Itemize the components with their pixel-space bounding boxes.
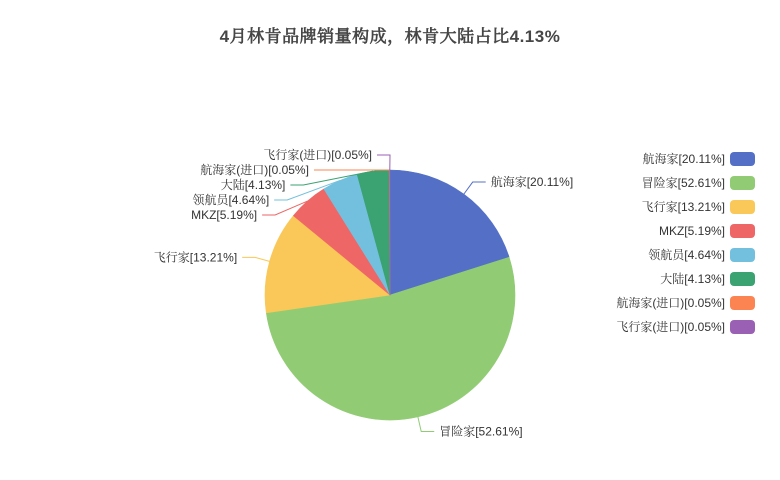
legend-color-marker [730, 224, 755, 238]
pie-label-2: 飞行家[13.21%] [153, 250, 238, 265]
pie-label-line-1 [418, 417, 434, 432]
pie-label-line-2 [242, 257, 269, 261]
legend-item-label: MKZ[5.19%] [658, 224, 725, 238]
legend-item-label: 航海家(进口)[0.05%] [616, 296, 725, 310]
legend [616, 152, 755, 334]
legend-color-marker [730, 320, 755, 334]
pie-label-1: 冒险家[52.61%] [439, 424, 523, 439]
legend-color-marker [730, 152, 755, 166]
legend-item-label: 领航员[4.64%] [648, 248, 725, 262]
pie-label-7: 飞行家(进口)[0.05%] [263, 148, 372, 162]
legend-color-marker [730, 248, 755, 262]
legend-color-marker [730, 296, 755, 310]
legend-item-4[interactable] [648, 248, 755, 262]
pie-label-3: MKZ[5.19%] [191, 208, 258, 222]
legend-color-marker [730, 272, 755, 286]
legend-item-label: 航海家[20.11%] [642, 152, 725, 166]
legend-item-1[interactable] [642, 176, 755, 190]
legend-item-label: 飞行家[13.21%] [641, 200, 725, 214]
pie-label-line-7 [377, 155, 390, 170]
pie-label-line-0 [464, 182, 486, 194]
legend-item-2[interactable] [642, 200, 755, 214]
chart-title: 4月林肯品牌销量构成，林肯大陆占比4.13% [219, 27, 561, 46]
legend-item-label: 大陆[4.13%] [660, 272, 725, 286]
legend-item-7[interactable] [616, 320, 755, 334]
pie-label-5: 大陆[4.13%] [220, 178, 286, 192]
legend-item-0[interactable] [643, 152, 755, 166]
legend-color-marker [730, 176, 755, 190]
legend-item-6[interactable] [616, 296, 755, 310]
legend-item-3[interactable] [659, 224, 755, 238]
legend-color-marker [730, 200, 755, 214]
pie-label-6: 航海家(进口)[0.05%] [200, 163, 309, 177]
pie-label-4: 领航员[4.64%] [192, 193, 270, 207]
pie-label-0: 航海家[20.11%] [490, 175, 574, 190]
legend-item-label: 冒险家[52.61%] [641, 176, 725, 190]
legend-item-5[interactable] [660, 272, 755, 286]
legend-item-label: 飞行家(进口)[0.05%] [616, 320, 725, 334]
